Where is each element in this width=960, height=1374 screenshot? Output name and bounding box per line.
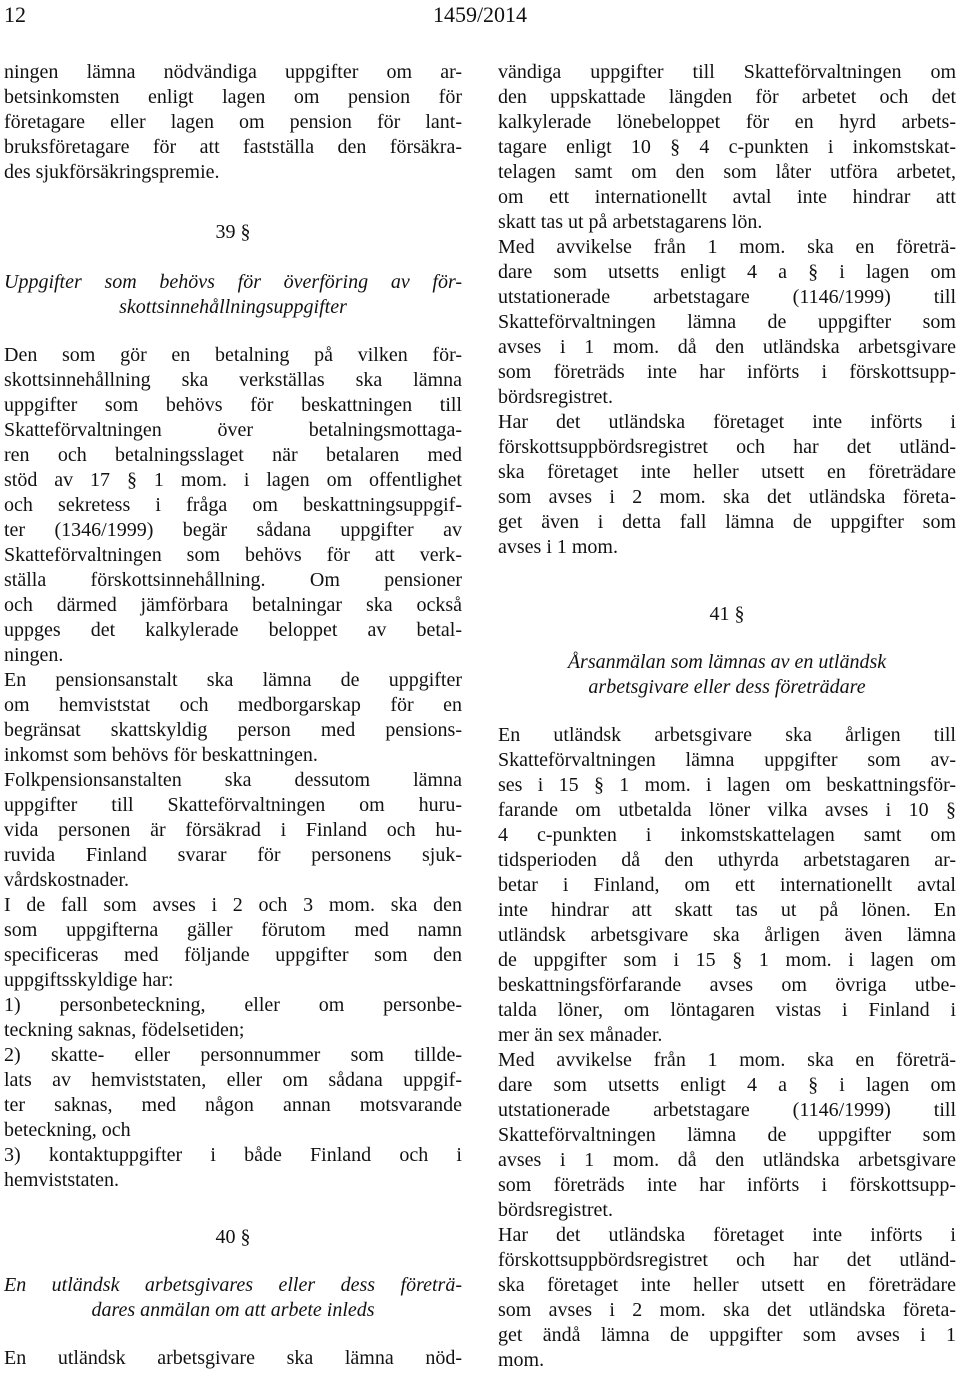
text-line: 3) kontaktuppgifter i både Finland och i — [4, 1144, 462, 1166]
text-line: tagare enligt 10 § 4 c-punkten i inkomstskat- — [498, 136, 956, 158]
section-heading-39: skottsinnehållningsuppgifter — [119, 296, 347, 318]
text-line: ställa förskottsinnehållning. Om pensioner — [4, 569, 462, 591]
text-line: förskottsuppbördsregistret och har det utländ- — [498, 436, 956, 458]
text-line: En pensionsanstalt ska lämna de uppgifter — [4, 669, 462, 691]
text-line: beskattningsförfarande avses om övriga utbe- — [498, 974, 956, 996]
text-line: avses i 1 mom. då den utländska arbetsgivare — [498, 336, 956, 358]
section-heading-41: Årsanmälan som lämnas av en utländsk — [567, 651, 887, 673]
text-line: dare som utsetts enligt 4 a § i lagen om — [498, 1074, 956, 1096]
text-line: tidsperioden då den uthyrda arbetstagaren ar- — [498, 849, 956, 871]
text-line: vida personen är försäkrad i Finland och hu- — [4, 819, 462, 841]
text-line: ningen lämna nödvändiga uppgifter om ar- — [4, 61, 462, 83]
text-line: som avses i 2 mom. ska det utländska företa- — [498, 1299, 956, 1321]
text-line: Har det utländska företaget inte införts i — [498, 1224, 956, 1246]
text-line: Med avvikelse från 1 mom. ska en företrä- — [498, 236, 956, 258]
text-line: mom. — [498, 1349, 545, 1371]
text-line: uppges det kalkylerade beloppet av betal- — [4, 619, 462, 641]
section-number-41: 41 § — [709, 603, 745, 625]
text-line: get även i detta fall lämna de uppgifter som — [498, 511, 956, 533]
text-line: inkomst som behövs för beskattningen. — [4, 744, 318, 766]
text-line: 2) skatte- eller personnummer som tillde- — [4, 1044, 462, 1066]
text-line: specificeras med följande uppgifter som den — [4, 944, 462, 966]
text-line: de uppgifter som i 15 § 1 mom. i lagen om — [498, 949, 956, 971]
text-line: Skatteförvaltningen över betalningsmottaga- — [4, 419, 462, 441]
text-line: mer än sex månader. — [498, 1024, 663, 1046]
text-line: uppgiftsskyldige har: — [4, 969, 174, 991]
page-number: 12 — [4, 2, 26, 27]
text-line: En utländsk arbetsgivare ska lämna nöd- — [4, 1347, 462, 1369]
text-line: betsinkomsten enligt lagen om pension för — [4, 86, 462, 108]
text-line: ren och betalningsslaget när betalaren med — [4, 444, 462, 466]
text-line: skottsinnehållning ska verkställas ska lämna — [4, 369, 462, 391]
text-line: Den som gör en betalning på vilken för- — [4, 344, 462, 366]
text-line: kalkylerade lönebeloppet för en hyrd arbets- — [498, 111, 956, 133]
text-line: som företräds inte har införts i förskottsupp- — [498, 361, 956, 383]
text-line: get ändå lämna de uppgifter som avses i 1 — [498, 1324, 956, 1346]
text-line: utstationerade arbetstagare (1146/1999) till — [498, 286, 956, 308]
text-line: lats av hemviststaten, eller om sådana uppgif- — [4, 1069, 462, 1091]
text-line: den uppskattade längden för arbetet och det — [498, 86, 956, 108]
text-line: förskottsuppbördsregistret och har det utländ- — [498, 1249, 956, 1271]
section-heading-40: En utländsk arbetsgivares eller dess företrä- — [4, 1274, 462, 1296]
text-line: betar i Finland, om ett internationellt avtal — [498, 874, 956, 896]
text-line: beteckning, och — [4, 1119, 131, 1141]
text-line: och sekretess i fråga om beskattningsuppgif- — [4, 494, 462, 516]
text-line: Skatteförvaltningen lämna de uppgifter som — [498, 311, 956, 333]
section-heading-41: arbetsgivare eller dess företrädare — [588, 676, 866, 698]
text-line: bördsregistret. — [498, 1199, 613, 1221]
text-line: des sjukförsäkringspremie. — [4, 161, 220, 183]
section-number-40: 40 § — [215, 1226, 251, 1248]
text-line: 4 c-punkten i inkomstskattelagen samt om — [498, 824, 956, 846]
text-line: I de fall som avses i 2 och 3 mom. ska den — [4, 894, 462, 916]
text-line: farande om utbetalda löner vilka avses i 10 § — [498, 799, 956, 821]
text-line: Folkpensionsanstalten ska dessutom lämna — [4, 769, 462, 791]
text-line: vårdskostnader. — [4, 869, 129, 891]
text-line: Skatteförvaltningen lämna uppgifter som av- — [498, 749, 956, 771]
text-line: företagare eller lagen om pension för lant- — [4, 111, 462, 133]
text-line: teckning saknas, födelsetiden; — [4, 1019, 245, 1041]
statute-reference: 1459/2014 — [432, 2, 528, 27]
text-line: avses i 1 mom. då den utländska arbetsgivare — [498, 1149, 956, 1171]
text-line: vändiga uppgifter till Skatteförvaltningen om — [498, 61, 956, 83]
text-line: talda löner, om löntagaren vistas i Finland i — [498, 999, 956, 1021]
text-line: Med avvikelse från 1 mom. ska en företrä- — [498, 1049, 956, 1071]
text-line: utstationerade arbetstagare (1146/1999) till — [498, 1099, 956, 1121]
text-line: ruvida Finland svarar för personens sjuk- — [4, 844, 462, 866]
text-line: ter (1346/1999) begär sådana uppgifter av — [4, 519, 462, 541]
text-line: ska företaget inte heller utsett en företrädare — [498, 1274, 956, 1296]
text-line: uppgifter till Skatteförvaltningen om huru- — [4, 794, 462, 816]
text-line: som företräds inte har införts i förskottsupp- — [498, 1174, 956, 1196]
text-line: om hemviststat och medborgarskap för en — [4, 694, 462, 716]
text-line: uppgifter som behövs för beskattningen till — [4, 394, 462, 416]
text-line: bruksföretagare för att fastställa den försäkra- — [4, 136, 462, 158]
text-line: bördsregistret. — [498, 386, 613, 408]
section-number-39: 39 § — [215, 221, 251, 243]
text-line: En utländsk arbetsgivare ska årligen till — [498, 724, 956, 746]
text-line: som avses i 2 mom. ska det utländska företa- — [498, 486, 956, 508]
text-line: begränsat skattskyldig person med pensions- — [4, 719, 462, 741]
text-line: hemviststaten. — [4, 1169, 119, 1191]
text-line: telagen samt om den som låter utföra arbetet, — [498, 161, 956, 183]
text-line: avses i 1 mom. — [498, 536, 618, 558]
text-line: ningen. — [4, 644, 64, 666]
text-line: ska företaget inte heller utsett en företrädare — [498, 461, 956, 483]
section-heading-39: Uppgifter som behövs för överföring av för- — [4, 271, 462, 293]
text-line: som uppgifterna gäller förutom med namn — [4, 919, 462, 941]
text-line: ses i 15 § 1 mom. i lagen om beskattningsför- — [498, 774, 956, 796]
text-line: ter saknas, med någon annan motsvarande — [4, 1094, 462, 1116]
text-line: Har det utländska företaget inte införts i — [498, 411, 956, 433]
text-line: stöd av 17 § 1 mom. i lagen om offentlighet — [4, 469, 462, 491]
text-line: och därmed jämförbara betalningar ska också — [4, 594, 462, 616]
text-line: 1) personbeteckning, eller om personbe- — [4, 994, 462, 1016]
text-line: dare som utsetts enligt 4 a § i lagen om — [498, 261, 956, 283]
text-line: Skatteförvaltningen lämna de uppgifter som — [498, 1124, 956, 1146]
text-line: om ett internationellt avtal inte hindrar att — [498, 186, 956, 208]
text-line: inte hindrar att skatt tas ut på lönen. En — [498, 899, 956, 921]
text-line: Skatteförvaltningen som behövs för att verk- — [4, 544, 462, 566]
text-line: utländsk arbetsgivare ska årligen även lämna — [498, 924, 956, 946]
text-line: skatt tas ut på arbetstagarens lön. — [498, 211, 763, 233]
section-heading-40: dares anmälan om att arbete inleds — [91, 1299, 375, 1321]
